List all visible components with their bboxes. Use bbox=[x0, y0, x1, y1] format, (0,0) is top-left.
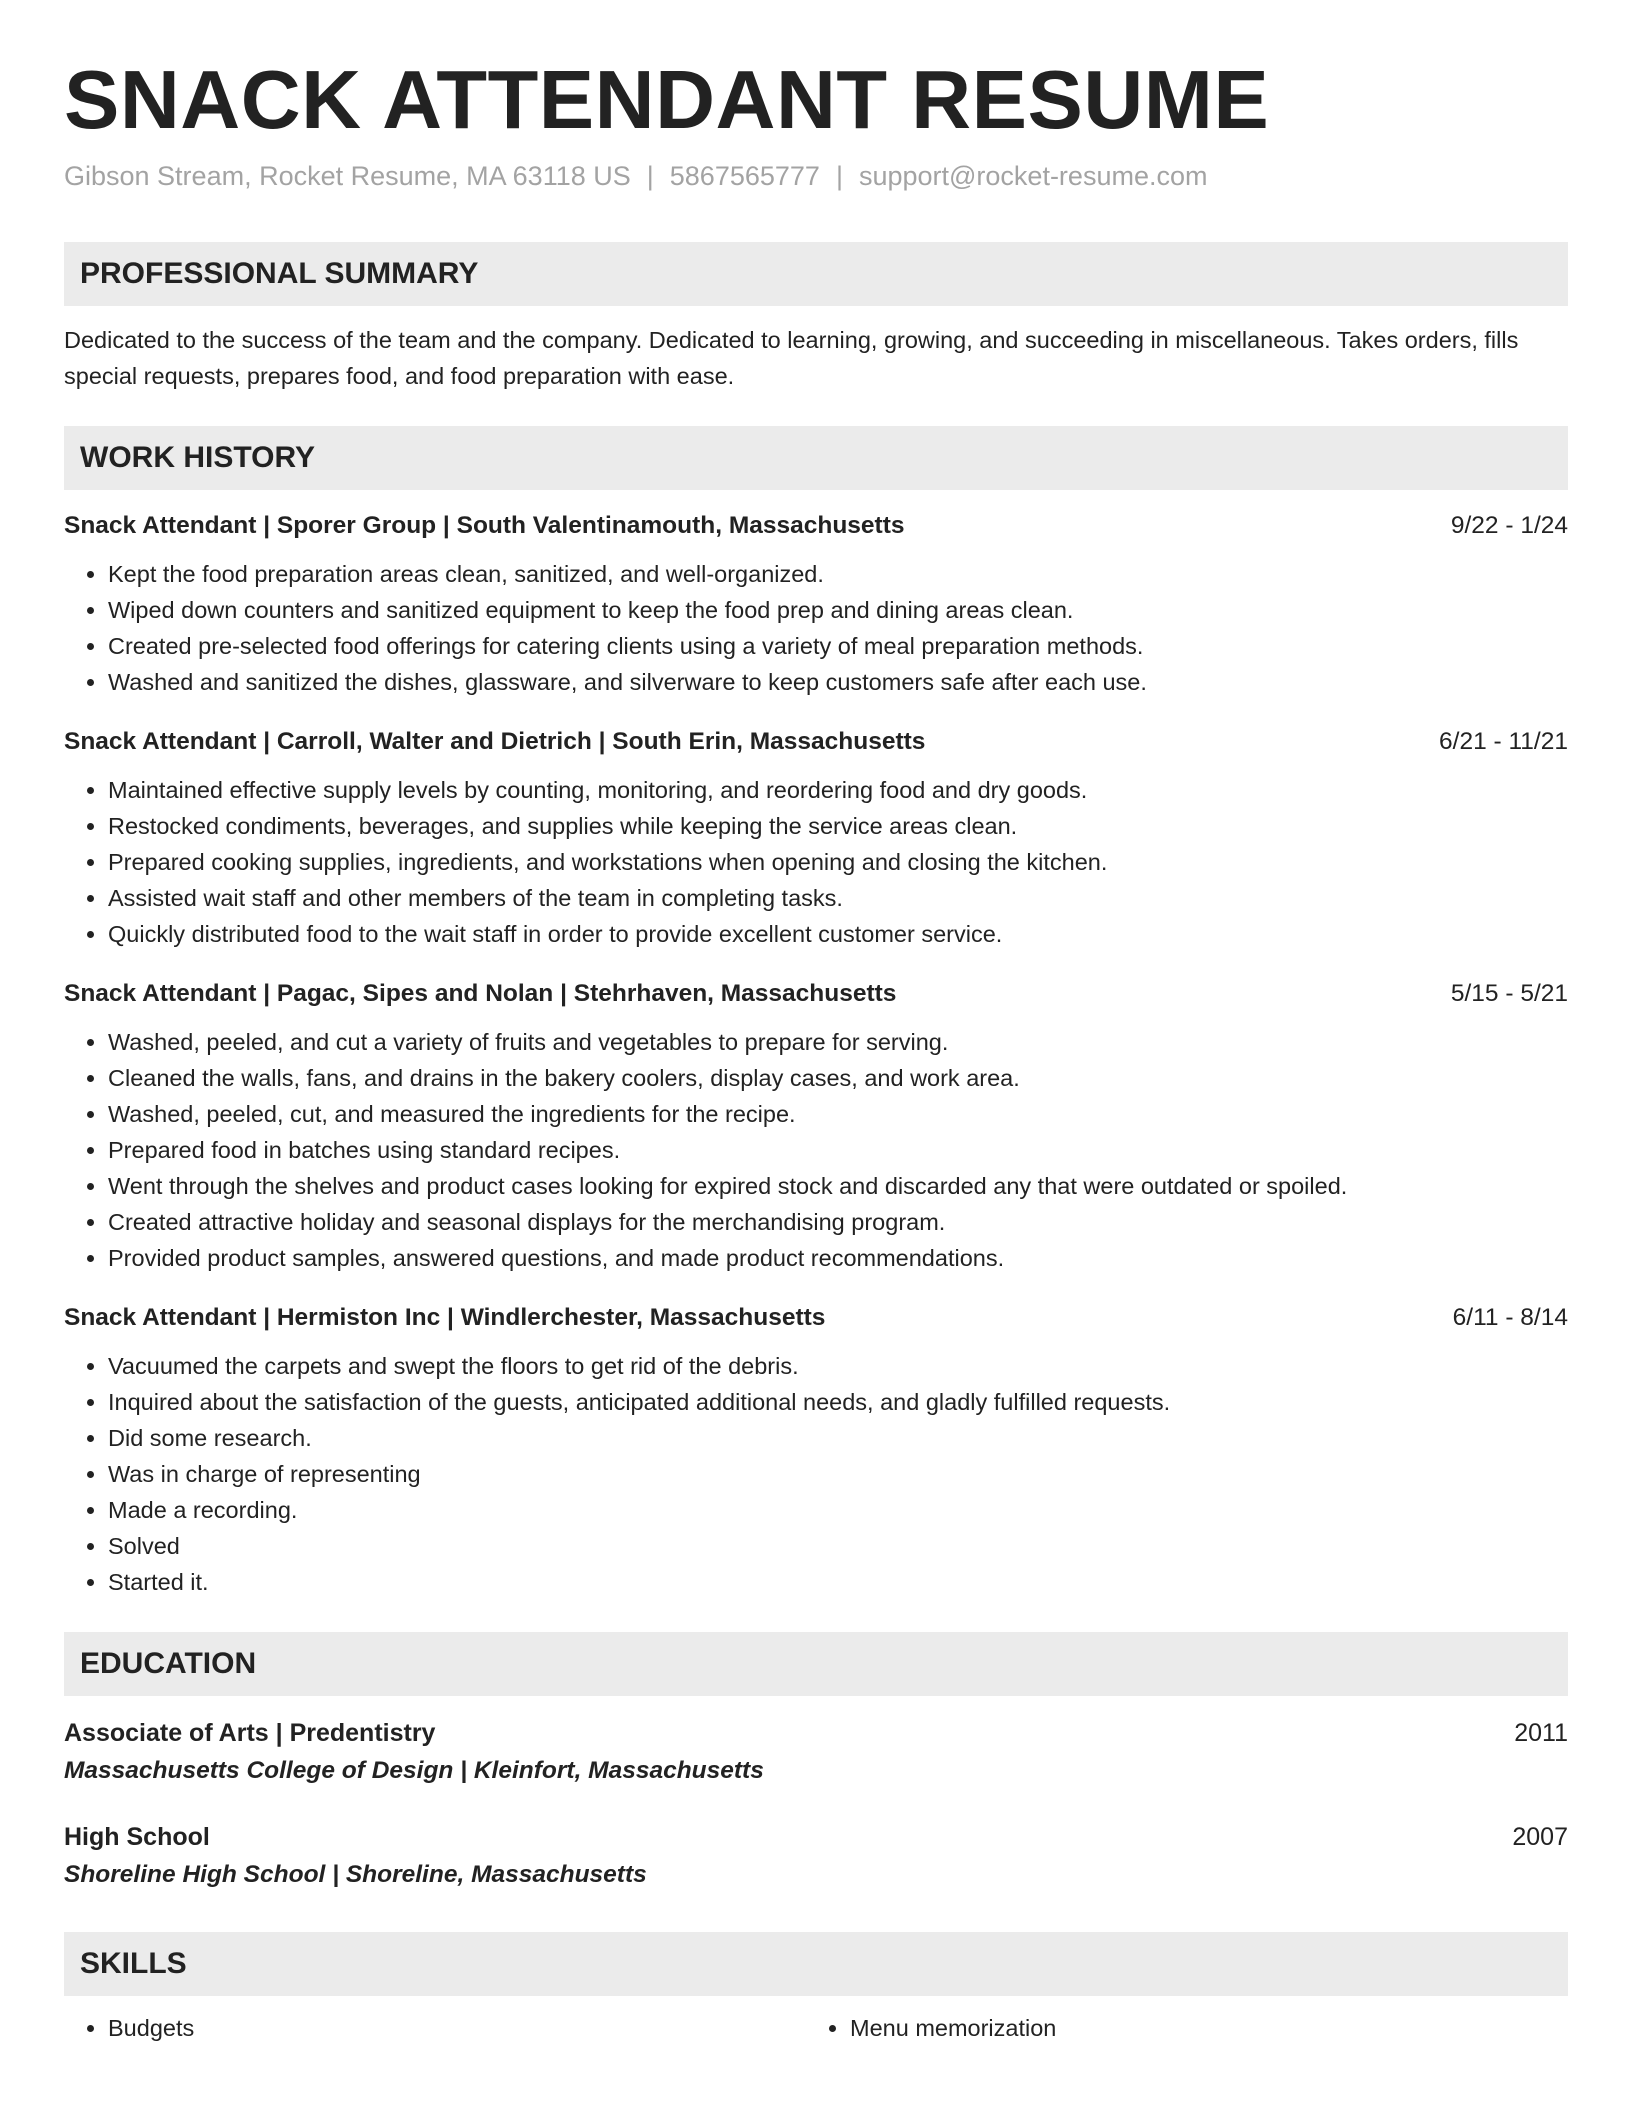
skills-column-left bbox=[64, 2010, 806, 2046]
education-school: Massachusetts College of Design | Kleinfort, Massachusetts bbox=[64, 1757, 764, 1785]
job-entry bbox=[64, 1300, 1568, 1600]
job-bullet: • Provided product samples, answered questions, and made product recommendations. bbox=[108, 1240, 1568, 1276]
skill-item: • Budgets bbox=[108, 2010, 806, 2046]
job-header bbox=[64, 976, 1568, 1012]
job-bullet: • Washed, peeled, and cut a variety of fruits and vegetables to prepare for serving. bbox=[108, 1024, 1568, 1060]
job-bullets bbox=[64, 772, 1568, 952]
contact-email: support@rocket-resume.com bbox=[858, 161, 1208, 192]
job-bullet: • Started it. bbox=[108, 1564, 1568, 1600]
contact-separator: | bbox=[646, 161, 654, 192]
contact-phone: 5867565777 bbox=[669, 161, 820, 192]
job-bullets bbox=[64, 556, 1568, 700]
job-dates: 9/22 - 1/24 bbox=[1450, 512, 1568, 540]
job-bullet: • Made a recording. bbox=[108, 1492, 1568, 1528]
job-title: Snack Attendant | Carroll, Walter and Dietrich | South Erin, Massachusetts bbox=[64, 728, 926, 756]
job-bullet: • Prepared cooking supplies, ingredients, and workstations when opening and closing the kitchen. bbox=[108, 844, 1568, 880]
education-year: 2011 bbox=[1514, 1719, 1568, 1748]
job-bullet: • Was in charge of representing bbox=[108, 1456, 1568, 1492]
job-bullet: • Created attractive holiday and seasonal displays for the merchandising program. bbox=[108, 1204, 1568, 1240]
job-entry bbox=[64, 976, 1568, 1276]
skills-list bbox=[64, 2010, 1568, 2046]
job-header bbox=[64, 508, 1568, 544]
education-header bbox=[64, 1714, 1568, 1752]
education-school: Shoreline High School | Shoreline, Massachusetts bbox=[64, 1861, 647, 1889]
job-bullet: • Maintained effective supply levels by counting, monitoring, and reordering food and dry goods. bbox=[108, 772, 1568, 808]
contact-separator: | bbox=[835, 161, 843, 192]
job-bullet: • Solved bbox=[108, 1528, 1568, 1564]
section-header-education: EDUCATION bbox=[64, 1632, 1568, 1696]
job-bullet: • Did some research. bbox=[108, 1420, 1568, 1456]
job-title: Snack Attendant | Hermiston Inc | Windlerchester, Massachusetts bbox=[64, 1304, 826, 1332]
job-bullet: • Went through the shelves and product cases looking for expired stock and discarded any that were outdated or spoiled. bbox=[108, 1168, 1568, 1204]
skill-item: • Menu memorization bbox=[850, 2010, 1548, 2046]
job-bullet: • Cleaned the walls, fans, and drains in the bakery coolers, display cases, and work area. bbox=[108, 1060, 1568, 1096]
job-bullet: • Restocked condiments, beverages, and supplies while keeping the service areas clean. bbox=[108, 808, 1568, 844]
job-bullet: • Kept the food preparation areas clean, sanitized, and well-organized. bbox=[108, 556, 1568, 592]
education-entry bbox=[64, 1714, 1568, 1790]
education-header bbox=[64, 1818, 1568, 1856]
job-bullets bbox=[64, 1024, 1568, 1276]
job-bullet: • Wiped down counters and sanitized equipment to keep the food prep and dining areas clean. bbox=[108, 592, 1568, 628]
skills-column-right bbox=[806, 2010, 1548, 2046]
job-header bbox=[64, 1300, 1568, 1336]
education-degree: Associate of Arts | Predentistry bbox=[64, 1719, 436, 1748]
job-bullet: • Inquired about the satisfaction of the guests, anticipated additional needs, and gladly fulfilled requests. bbox=[108, 1384, 1568, 1420]
job-bullet: • Prepared food in batches using standard recipes. bbox=[108, 1132, 1568, 1168]
summary-text: Dedicated to the success of the team and the company. Dedicated to learning, growing, and succeeding in miscellaneous. Takes orders, fills special requests, prepares food, and food preparation with ease. bbox=[64, 327, 1519, 390]
job-bullet: • Vacuumed the carpets and swept the floors to get rid of the debris. bbox=[108, 1348, 1568, 1384]
contact-address: Gibson Stream, Rocket Resume, MA 63118 US bbox=[64, 161, 631, 192]
job-bullet: • Quickly distributed food to the wait staff in order to provide excellent customer service. bbox=[108, 916, 1568, 952]
job-bullet: • Created pre-selected food offerings for catering clients using a variety of meal preparation methods. bbox=[108, 628, 1568, 664]
resume-title: SNACK ATTENDANT RESUME bbox=[64, 53, 1270, 146]
education-entry bbox=[64, 1818, 1568, 1894]
job-dates: 6/11 - 8/14 bbox=[1452, 1304, 1568, 1332]
education-year: 2007 bbox=[1512, 1823, 1568, 1852]
section-header-skills: SKILLS bbox=[64, 1932, 1568, 1996]
job-dates: 6/21 - 11/21 bbox=[1439, 728, 1568, 756]
contact-line bbox=[64, 161, 1568, 192]
education-degree: High School bbox=[64, 1823, 210, 1852]
job-entry bbox=[64, 508, 1568, 700]
job-title: Snack Attendant | Sporer Group | South Valentinamouth, Massachusetts bbox=[64, 512, 905, 540]
job-entry bbox=[64, 724, 1568, 952]
job-bullet: • Washed and sanitized the dishes, glassware, and silverware to keep customers safe after each use. bbox=[108, 664, 1568, 700]
job-header bbox=[64, 724, 1568, 760]
section-header-work-history: WORK HISTORY bbox=[64, 426, 1568, 490]
job-bullets bbox=[64, 1348, 1568, 1600]
job-dates: 5/15 - 5/21 bbox=[1450, 980, 1568, 1008]
section-header-summary: PROFESSIONAL SUMMARY bbox=[64, 242, 1568, 306]
job-bullet: • Assisted wait staff and other members of the team in completing tasks. bbox=[108, 880, 1568, 916]
job-title: Snack Attendant | Pagac, Sipes and Nolan | Stehrhaven, Massachusetts bbox=[64, 980, 897, 1008]
job-bullet: • Washed, peeled, cut, and measured the ingredients for the recipe. bbox=[108, 1096, 1568, 1132]
